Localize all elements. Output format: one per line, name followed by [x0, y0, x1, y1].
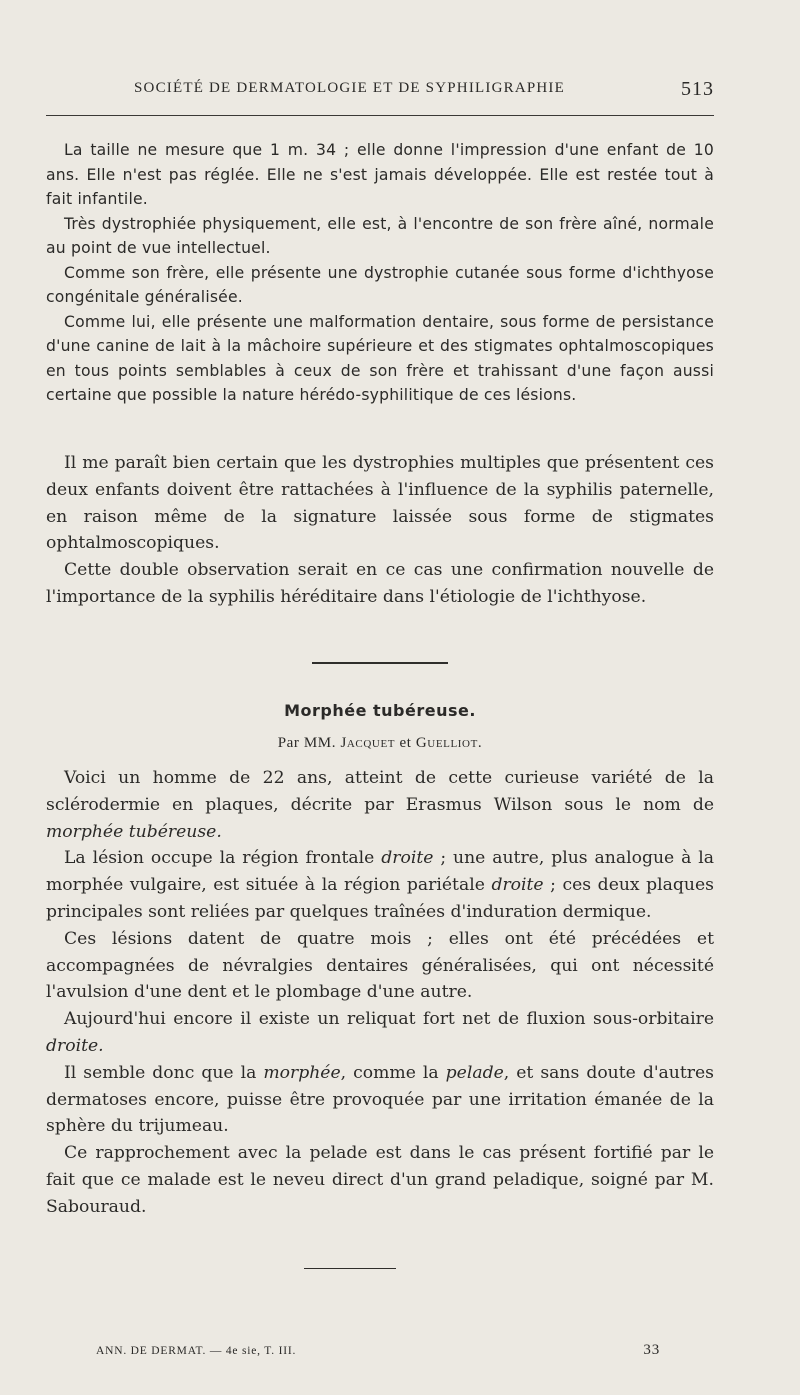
section-divider	[312, 662, 448, 664]
header-rule	[46, 115, 714, 116]
page-footer	[96, 1342, 660, 1358]
journal-reference: ANN. DE DERMAT. — 4e sie, T. III.	[96, 1345, 297, 1357]
body-text: ; ces deux plaques principales sont reliées par quelques traînées d'induration dermique.	[46, 875, 714, 922]
author-name: Jacquet	[340, 735, 396, 751]
body-text: , et sans doute d'autres dermatoses encore, puisse être provoquée par une irritation émanée de la sphère du trijumeau.	[46, 1062, 714, 1137]
intro-text	[46, 138, 714, 408]
section-title: Morphée tubéreuse.	[284, 701, 476, 720]
italic-term: pelade	[445, 1062, 504, 1083]
section-byline	[46, 735, 714, 752]
body-paragraph	[46, 1060, 714, 1140]
page-number: 513	[681, 78, 714, 100]
body-text: Voici un homme de 22 ans, atteint de cette curieuse variété de la sclérodermie en plaques, décrite par Erasmus Wilson sous le nom de	[46, 768, 714, 815]
body-text: Aujourd'hui encore il existe un reliquat fort net de fluxion sous-orbitaire	[64, 1009, 714, 1030]
italic-term: droite	[491, 875, 544, 896]
end-divider	[304, 1268, 396, 1269]
body-text: Il semble donc que la	[64, 1062, 264, 1083]
author-name: Guelliot.	[415, 735, 483, 751]
byline-and: et	[399, 735, 412, 751]
conclusion-text	[46, 450, 714, 611]
body-paragraph: Ces lésions datent de quatre mois ; elles ont été précédées et accompagnées de névralgies dentaires généralisées, qui ont nécessité l'avulsion d'une dent et le plombage d'une autre.	[46, 928, 714, 1003]
running-title: SOCIÉTÉ DE DERMATOLOGIE ET DE SYPHILIGRAPHIE	[134, 80, 565, 96]
article-body	[46, 765, 714, 1221]
intro-paragraph: Très dystrophiée physiquement, elle est, à l'encontre de son frère aîné, normale au point de vue intellectuel.	[46, 214, 714, 257]
body-paragraph	[46, 845, 714, 925]
body-text: , comme la	[340, 1062, 446, 1083]
italic-term: droite.	[46, 1035, 104, 1056]
conclusion-paragraph: Il me paraît bien certain que les dystrophies multiples que présentent ces deux enfants doivent être rattachées à l'influence de la syphilis paternelle, en raison même de la signature laissée sous forme de stigmates ophtalmoscopiques.	[46, 453, 714, 554]
byline-prefix: Par MM.	[277, 735, 337, 751]
italic-term: droite	[381, 848, 434, 869]
body-paragraph: Ce rapprochement avec la pelade est dans le cas présent fortifié par le fait que ce malade est le neveu direct d'un grand peladique, soigné par M. Sabouraud.	[46, 1143, 714, 1217]
conclusion-paragraph: Cette double observation serait en ce cas une confirmation nouvelle de l'importance de la syphilis héréditaire dans l'étiologie de l'ichthyose.	[46, 560, 714, 607]
body-paragraph	[46, 765, 714, 845]
intro-paragraph: La taille ne mesure que 1 m. 34 ; elle donne l'impression d'une enfant de 10 ans. Elle n'est pas réglée. Elle ne s'est jamais développée. Elle est restée tout à fait infantile.	[46, 141, 714, 208]
italic-term: morphée tubéreuse.	[46, 821, 222, 842]
body-text: La lésion occupe la région frontale	[64, 848, 382, 869]
body-text: ; une autre, plus analogue à la morphée vulgaire, est située à la région pariétale	[46, 848, 714, 896]
signature-mark: 33	[643, 1342, 660, 1358]
body-paragraph	[46, 1006, 714, 1060]
intro-paragraph: Comme lui, elle présente une malformation dentaire, sous forme de persistance d'une canine de lait à la mâchoire supérieure et des stigmates ophtalmoscopiques en tous points semblables à ceux de son frère et trahissant d'une façon aussi certaine que possible la nature hérédo-syphilitique de ces lésions.	[46, 312, 714, 404]
intro-paragraph: Comme son frère, elle présente une dystrophie cutanée sous forme d'ichthyose congénitale généralisée.	[46, 263, 714, 306]
running-header	[46, 80, 714, 108]
italic-term: morphée	[263, 1062, 341, 1083]
